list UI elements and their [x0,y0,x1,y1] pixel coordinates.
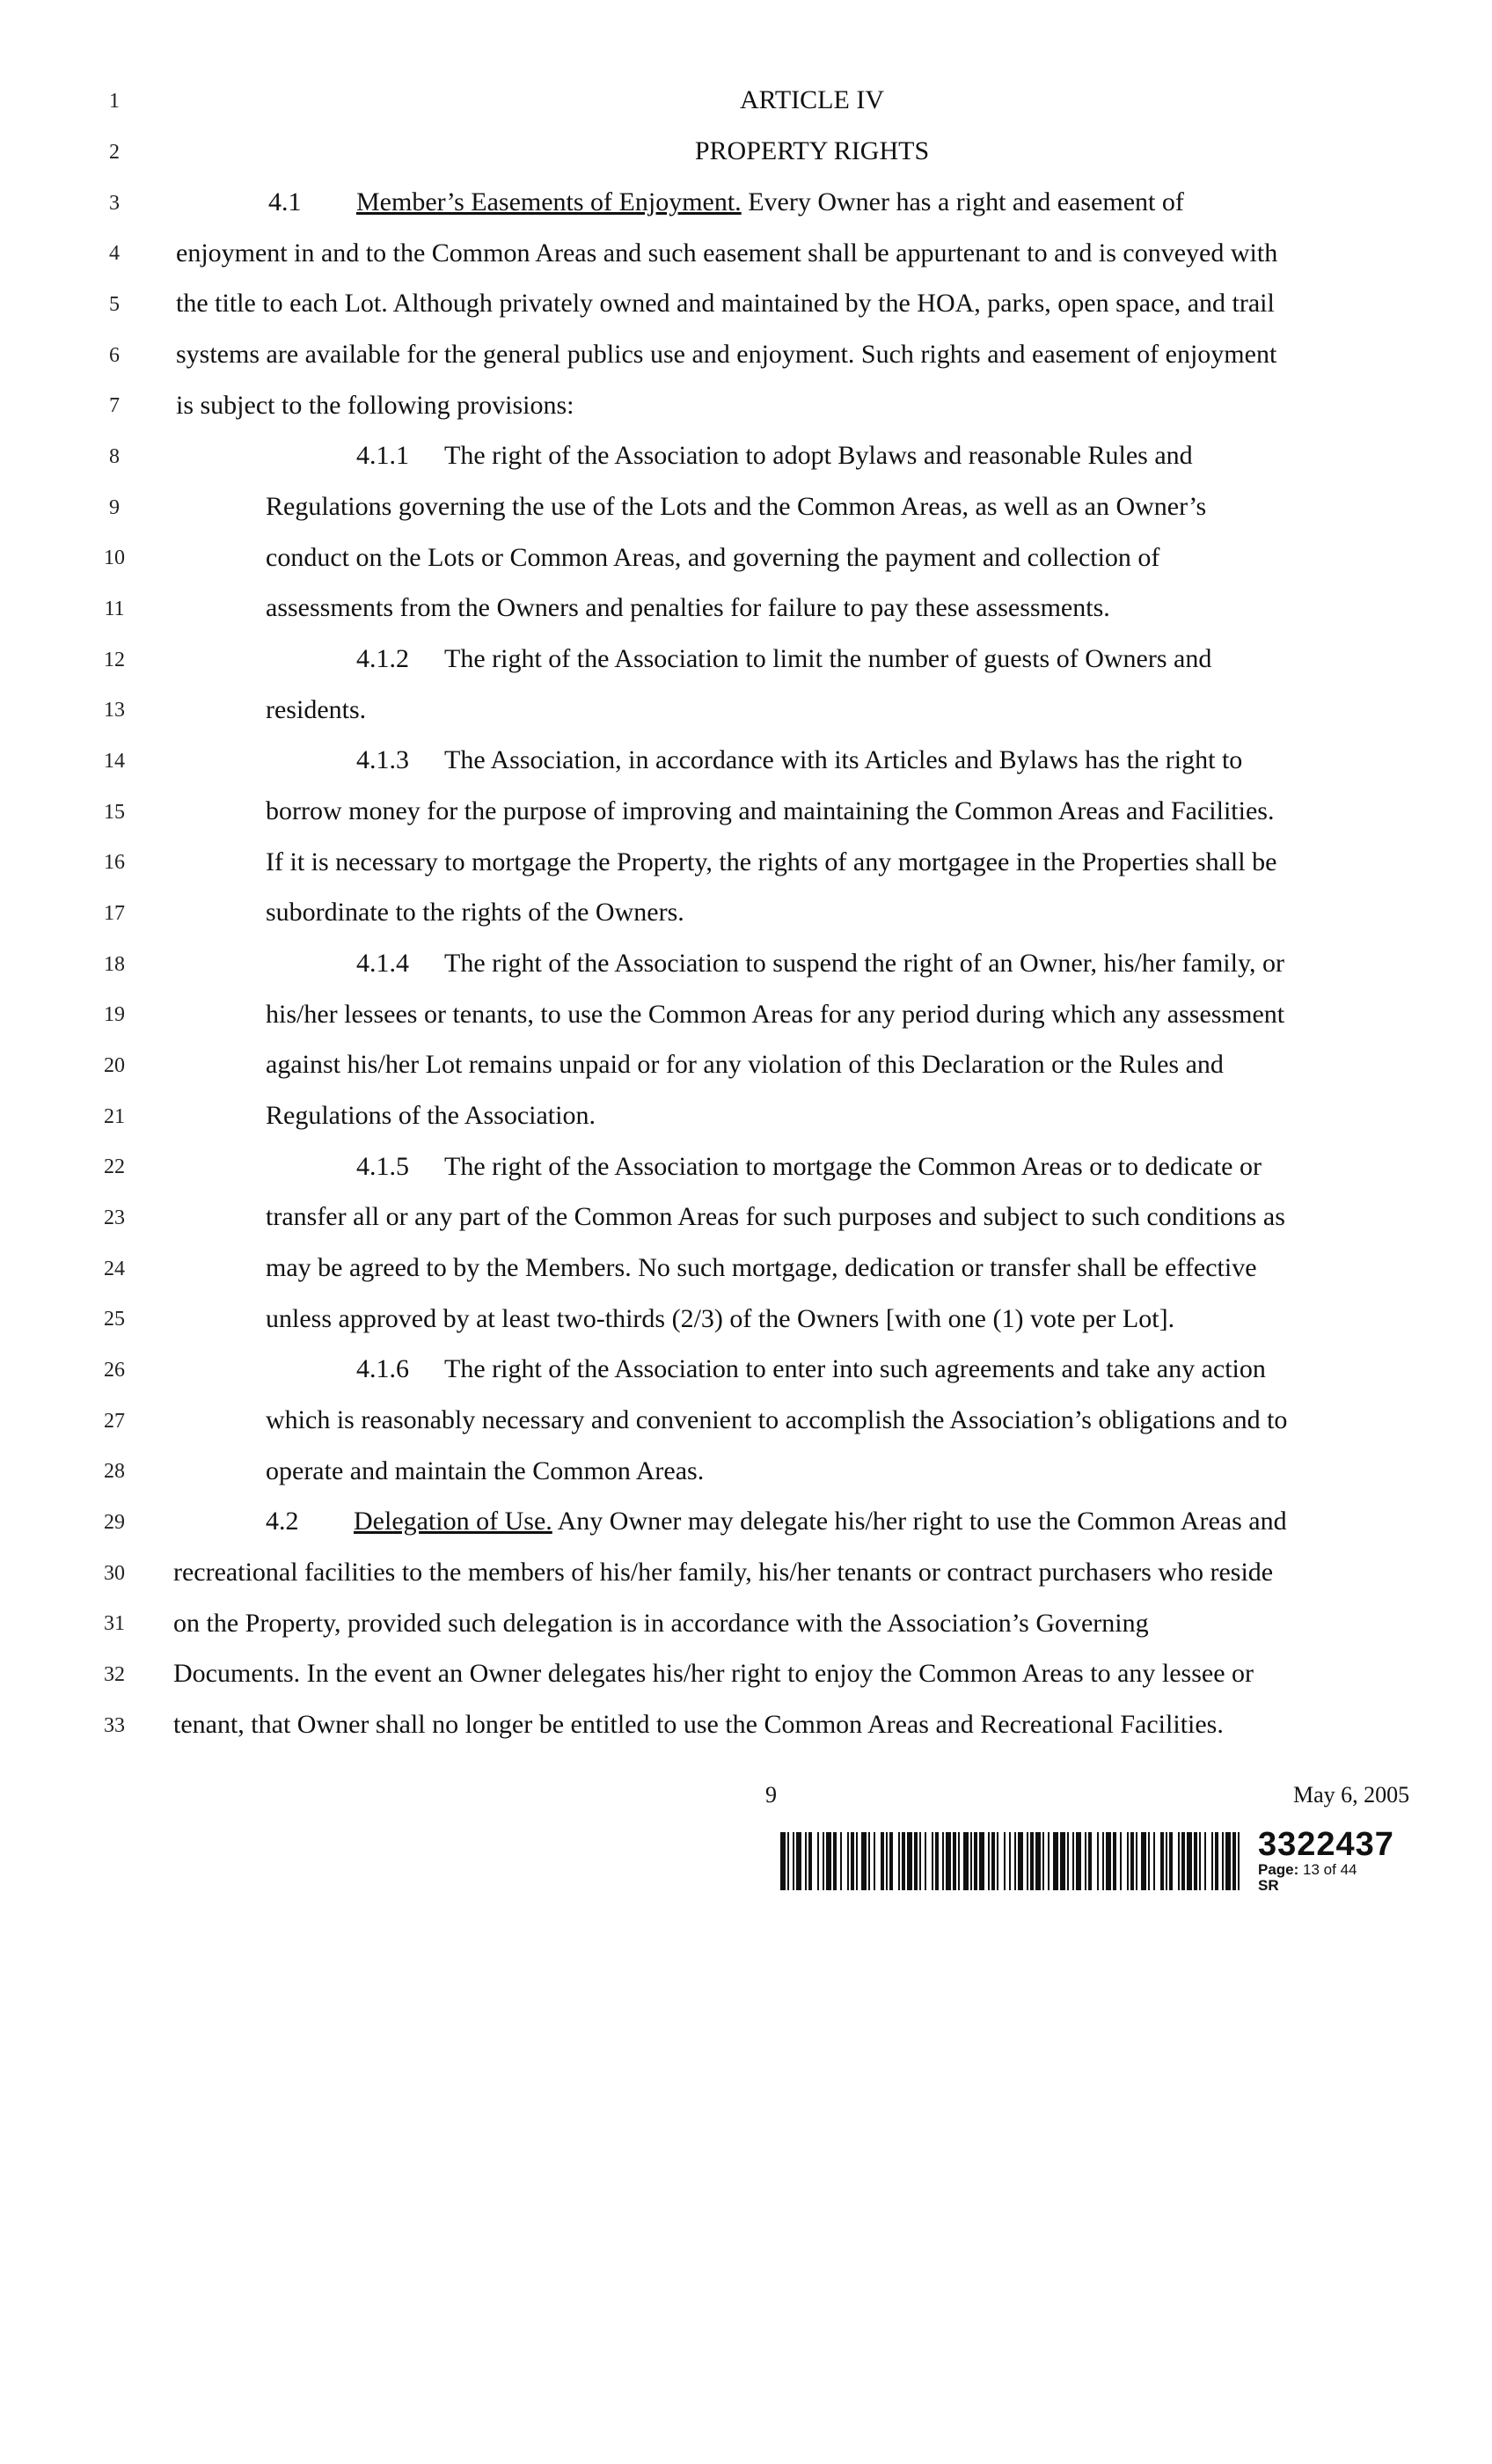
barcode-bar [796,1832,801,1890]
barcode-bar [793,1832,794,1890]
line-number: 6 [109,344,120,367]
barcode-bar [970,1832,972,1890]
paragraph-line: residents. [266,695,367,724]
barcode-bar [1030,1832,1034,1890]
line-number: 9 [109,496,120,519]
line-number: 24 [104,1258,125,1280]
subsection-number: 4.1.3 [356,745,409,774]
line-number: 12 [104,649,125,671]
line-number: 2 [109,141,120,164]
barcode-bar [991,1832,995,1890]
line-number: 21 [104,1105,125,1128]
paragraph-line: is subject to the following provisions: [176,391,574,420]
line-number: 28 [104,1460,125,1483]
line-number: 17 [104,902,125,925]
line-number: 20 [104,1054,125,1077]
line-number: 31 [104,1612,125,1635]
barcode-bar [1153,1832,1155,1890]
barcode-bar [805,1832,807,1890]
barcode-bar [847,1832,849,1890]
line-number: 15 [104,801,125,824]
barcode-bar [817,1832,819,1890]
barcode-bar [1181,1832,1185,1890]
article-title: PROPERTY RIGHTS [694,136,930,165]
barcode-bar [823,1832,824,1890]
paragraph-line: Regulations of the Association. [266,1101,596,1130]
line-number: 7 [109,394,120,417]
line-number: 22 [104,1155,125,1178]
barcode-bar [1148,1832,1150,1890]
line-number: 4 [109,242,120,265]
barcode-bar [840,1832,842,1890]
barcode-bar [851,1832,854,1890]
subsection-text: The right of the Association to adopt Bylaws and reasonable Rules and [444,441,1193,470]
barcode-bar [1042,1832,1044,1890]
line-number: 23 [104,1206,125,1229]
barcode-bar [856,1832,858,1890]
barcode-bar [861,1832,867,1890]
barcode-bar [1204,1832,1206,1890]
subsection-text: The Association, in accordance with its Articles and Bylaws has the right to [444,745,1243,774]
footer-date: May 6, 2005 [1293,1782,1410,1808]
line-number: 30 [104,1562,125,1585]
barcode-bar [974,1832,977,1890]
subsection-number: 4.1.2 [356,644,409,673]
barcode-bar [1067,1832,1069,1890]
barcode-bar [1102,1832,1104,1890]
subsection-text: The right of the Association to enter into such agreements and take any action [444,1354,1266,1383]
barcode-bar [1018,1832,1023,1890]
page-number: 9 [765,1782,777,1808]
section-lead-text: Every Owner has a right and easement of [748,187,1184,216]
line-number: 3 [109,192,120,215]
barcode-bar [997,1832,998,1890]
recording-page-label: Page: [1258,1861,1299,1878]
paragraph-line: systems are available for the general publics use and enjoyment. Such rights and easement of enjoyment [176,340,1277,369]
paragraph-line: may be agreed to by the Members. No such mortgage, dedication or transfer shall be effective [266,1253,1257,1282]
barcode-bar [1048,1832,1050,1890]
barcode-bar [1215,1832,1218,1890]
section-lead-text: Any Owner may delegate his/her right to use the Common Areas and [557,1507,1287,1536]
line-number: 8 [109,445,120,468]
barcode-bar [1035,1832,1041,1890]
line-number: 29 [104,1511,125,1534]
line-number: 32 [104,1663,125,1686]
barcode-bar [886,1832,888,1890]
paragraph-line: the title to each Lot. Although privately owned and maintained by the HOA, parks, open space, and trail [176,289,1275,318]
line-number: 14 [104,750,125,773]
barcode-bar [988,1832,990,1890]
barcode-bar [1014,1832,1016,1890]
barcode-bar [1194,1832,1197,1890]
barcode-bar [1225,1832,1231,1890]
barcode-bar [946,1832,951,1890]
subsection-number: 4.1.6 [356,1354,409,1383]
line-number: 27 [104,1410,125,1433]
barcode-bar [1027,1832,1028,1890]
barcode-bar [780,1832,786,1890]
line-number: 10 [104,546,125,569]
line-number: 19 [104,1003,125,1026]
recording-document-number: 3322437 [1258,1826,1394,1863]
section-number: 4.2 [266,1507,299,1536]
subsection-4-1-4-first-line [356,948,1284,979]
paragraph-line: which is reasonably necessary and convenient to accomplish the Association’s obligations and to [266,1405,1288,1434]
barcode-bar [1120,1832,1122,1890]
subsection-number: 4.1.1 [356,441,409,470]
recording-code: SR [1258,1877,1279,1894]
subsection-number: 4.1.4 [356,949,409,978]
line-number: 11 [104,598,125,620]
subsection-4-1-1-first-line [356,440,1193,472]
paragraph-line: subordinate to the rights of the Owners. [266,898,684,927]
subsection-text: The right of the Association to limit the number of guests of Owners and [444,644,1212,673]
barcode-bar [868,1832,870,1890]
barcode-bar [889,1832,893,1890]
line-number: 33 [104,1714,125,1737]
barcode-bar [1004,1832,1006,1890]
barcode-bar [898,1832,900,1890]
line-number: 13 [104,699,125,722]
paragraph-line: assessments from the Owners and penalties for failure to pay these assessments. [266,593,1110,622]
line-number: 1 [109,90,120,113]
paragraph-line: If it is necessary to mortgage the Property, the rights of any mortgagee in the Properties shall be [266,847,1277,876]
section-number: 4.1 [268,187,302,216]
line-number: 5 [109,293,120,316]
subsection-4-1-3-first-line [356,744,1242,776]
paragraph-line: conduct on the Lots or Common Areas, and governing the payment and collection of [266,543,1160,572]
barcode-bar [1009,1832,1011,1890]
barcode-bar [907,1832,912,1890]
barcode-bar [963,1832,969,1890]
barcode-bar [1199,1832,1201,1890]
paragraph-line: recreational facilities to the members of his/her family, his/her tenants or contract purchasers who reside [173,1558,1274,1587]
barcode-bar [935,1832,939,1890]
barcode-bar [1127,1832,1129,1890]
barcode-bar [881,1832,884,1890]
barcode-bar [826,1832,831,1890]
barcode-bar [1053,1832,1058,1890]
subsection-4-1-6-first-line [356,1353,1266,1385]
barcode-bar [1178,1832,1180,1890]
barcode-bar [919,1832,921,1890]
barcode-bar [1169,1832,1173,1890]
subsection-4-1-2-first-line [356,643,1211,675]
barcode-bar [1222,1832,1224,1890]
line-number: 25 [104,1308,125,1331]
paragraph-line: operate and maintain the Common Areas. [266,1456,705,1485]
barcode-bar [1130,1832,1134,1890]
line-number: 16 [104,851,125,874]
barcode-bar [1187,1832,1192,1890]
barcode-bar [958,1832,960,1890]
barcode-bar [874,1832,875,1890]
barcode-bar [1113,1832,1116,1890]
barcode-bar [953,1832,956,1890]
barcode-bar [787,1832,789,1890]
section-heading: Member’s Easements of Enjoyment. [356,187,742,216]
subsection-number: 4.1.5 [356,1152,409,1181]
barcode-bar [1136,1832,1137,1890]
paragraph-line: unless approved by at least two-thirds (2/3) of the Owners [with one (1) vote per Lot]. [266,1304,1175,1333]
barcode-bar [1166,1832,1167,1890]
barcode-bar [808,1832,812,1890]
barcode-bar [902,1832,905,1890]
barcode-bar [932,1832,933,1890]
barcode-bar [1238,1832,1240,1890]
line-number: 26 [104,1359,125,1382]
barcode-bar [1160,1832,1164,1890]
paragraph-line: enjoyment in and to the Common Areas and such easement shall be appurtenant to and is conveyed with [176,238,1278,268]
barcode-bar [979,1832,984,1890]
article-heading: ARTICLE IV [739,85,884,114]
paragraph-line: against his/her Lot remains unpaid or for any violation of this Declaration or the Rules and [266,1050,1224,1079]
recording-page-value: 13 of 44 [1303,1861,1357,1878]
barcode-bar [1072,1832,1074,1890]
barcode-bar [925,1832,926,1890]
paragraph-line: Documents. In the event an Owner delegates his/her right to enjoy the Common Areas to any lessee or [173,1659,1254,1688]
section-4-2-first-line [266,1506,1287,1537]
subsection-text: The right of the Association to suspend the right of an Owner, his/her family, or [444,949,1284,978]
subsection-4-1-5-first-line [356,1151,1262,1183]
barcode-bar [1106,1832,1111,1890]
barcode-bar [833,1832,837,1890]
section-4-1-first-line [268,187,1184,218]
paragraph-line: transfer all or any part of the Common Areas for such purposes and subject to such conditions as [266,1202,1285,1231]
recording-page-info [1258,1862,1357,1878]
paragraph-line: his/her lessees or tenants, to use the Common Areas for any period during which any assessment [266,1000,1285,1029]
barcode-bar [1088,1832,1092,1890]
line-number: 18 [104,953,125,976]
barcode-bar [1085,1832,1086,1890]
paragraph-line: on the Property, provided such delegation is in accordance with the Association’s Governing [173,1609,1149,1638]
barcode-bar [942,1832,944,1890]
barcode-bar [1211,1832,1213,1890]
barcode-bar [1232,1832,1236,1890]
subsection-text: The right of the Association to mortgage the Common Areas or to dedicate or [444,1152,1262,1181]
paragraph-line: Regulations governing the use of the Lots and the Common Areas, as well as an Owner’s [266,492,1207,521]
barcode-icon [780,1832,1242,1890]
barcode-bar [914,1832,918,1890]
barcode-bar [1076,1832,1081,1890]
section-heading: Delegation of Use. [354,1507,552,1536]
barcode-bar [1141,1832,1146,1890]
paragraph-line: tenant, that Owner shall no longer be entitled to use the Common Areas and Recreational Facilities. [173,1710,1224,1739]
barcode-bar [1060,1832,1065,1890]
barcode-bar [1097,1832,1099,1890]
paragraph-line: borrow money for the purpose of improving and maintaining the Common Areas and Facilities. [266,796,1275,825]
